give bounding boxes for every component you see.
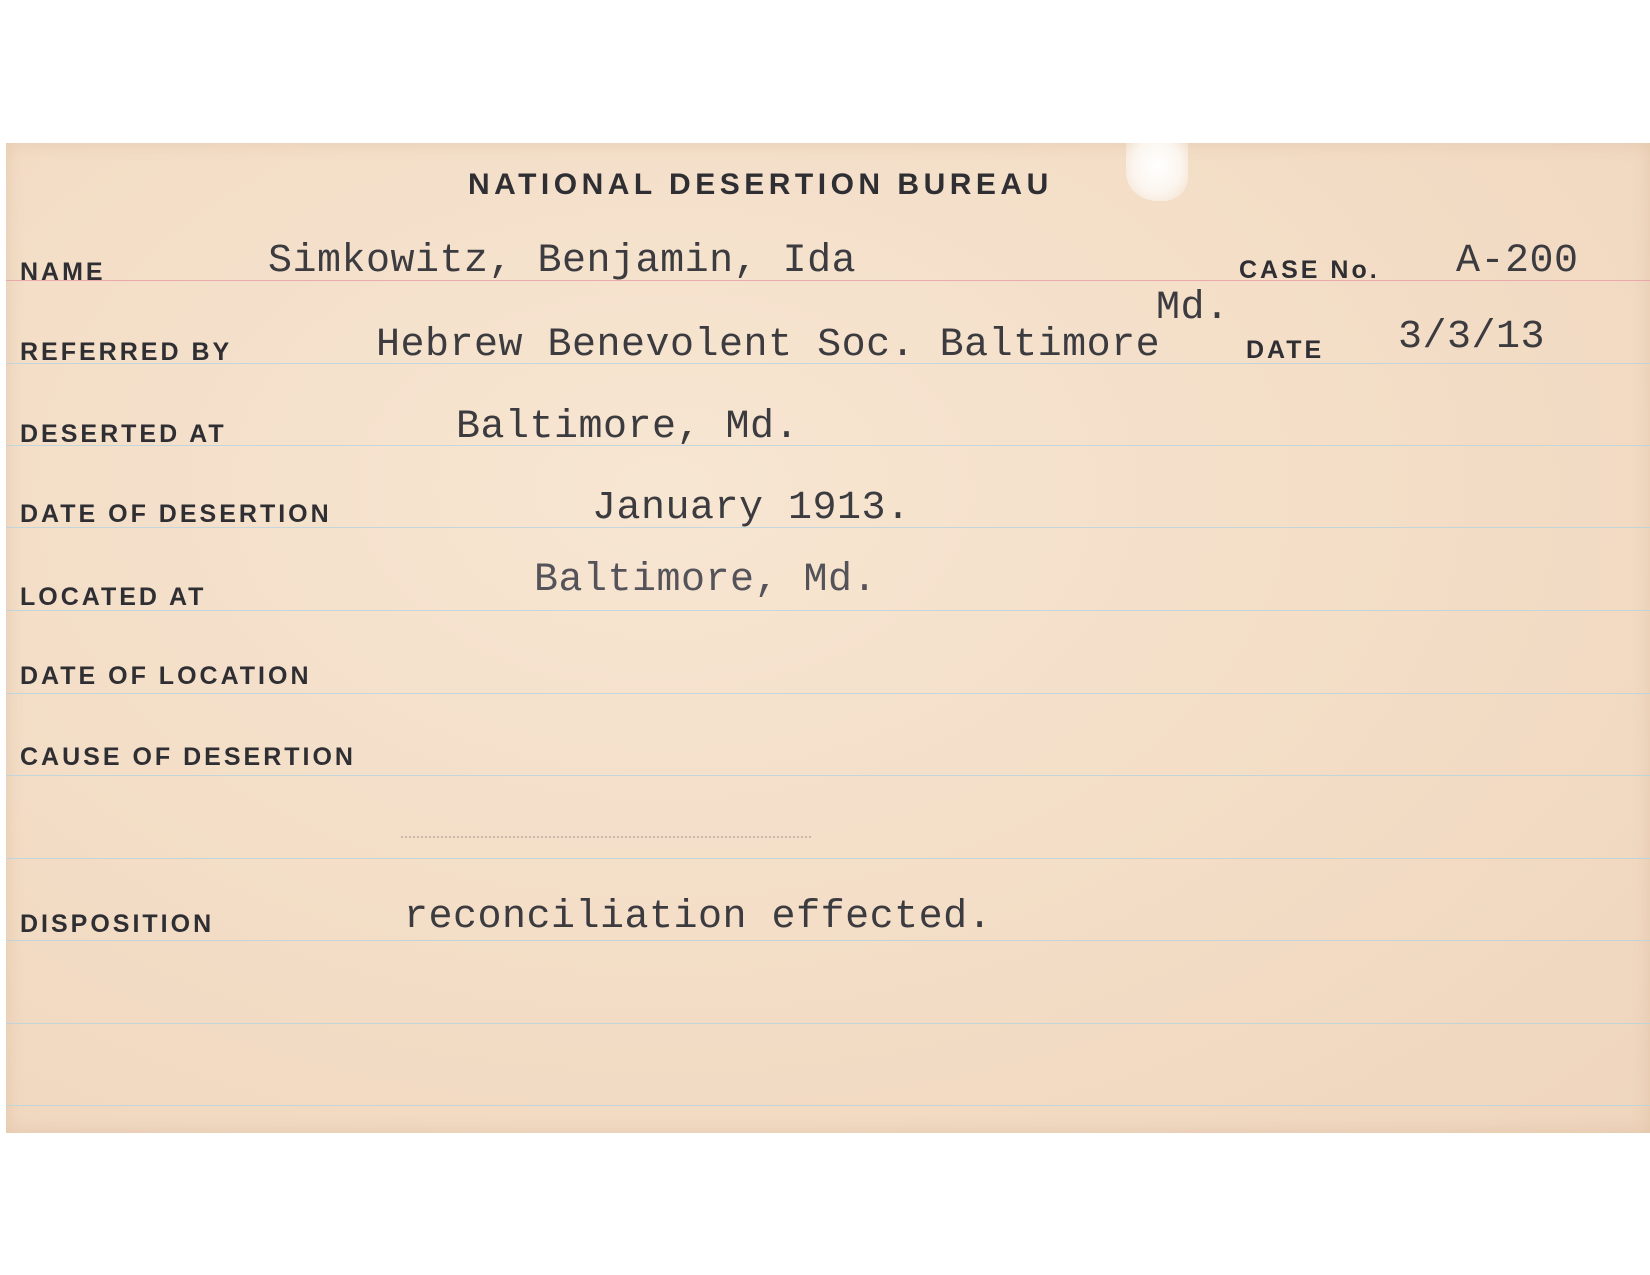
blue-rule [6,693,1650,694]
referred-by-state: Md. [1156,286,1230,331]
blue-rule [6,610,1650,611]
blue-rule [6,1023,1650,1024]
cause-of-desertion-label: CAUSE OF DESERTION [20,743,356,771]
faded-typing-mark [401,836,811,838]
index-card [6,143,1650,1133]
deserted-at-value: Baltimore, Md. [456,405,800,450]
date-value: 3/3/13 [1398,315,1546,360]
date-of-desertion-value: January 1913. [592,486,911,531]
referred-by-value: Hebrew Benevolent Soc. Baltimore [376,323,1161,368]
case-number-value: A-200 [1456,239,1579,284]
blue-rule [6,1105,1650,1106]
blue-rule [6,940,1650,941]
deserted-at-label: DESERTED AT [20,420,227,448]
blue-rule [6,858,1650,859]
date-of-desertion-label: DATE OF DESERTION [20,500,332,528]
disposition-value: reconciliation effected. [404,895,993,940]
disposition-label: DISPOSITION [20,910,215,938]
date-of-location-label: DATE OF LOCATION [20,662,312,690]
located-at-value: Baltimore, Md. [534,558,878,603]
torn-corner [1126,143,1188,201]
blue-rule [6,445,1650,446]
case-number-label: CASE No. [1239,256,1380,284]
located-at-label: LOCATED AT [20,583,207,611]
card-header: NATIONAL DESERTION BUREAU [468,168,1053,201]
date-label: DATE [1246,336,1325,364]
referred-by-label: REFERRED BY [20,338,233,366]
name-label: NAME [20,258,106,286]
name-value: Simkowitz, Benjamin, Ida [268,239,857,284]
blue-rule [6,775,1650,776]
